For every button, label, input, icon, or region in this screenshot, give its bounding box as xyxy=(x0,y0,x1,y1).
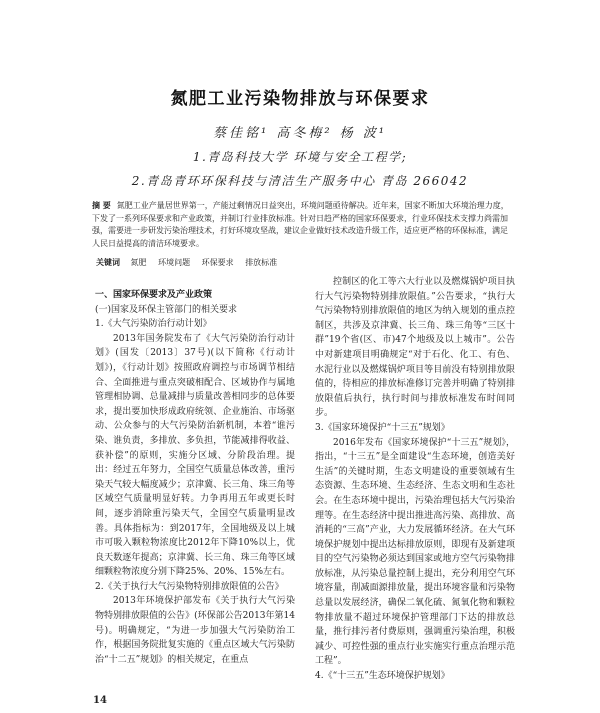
subsection-heading: (一)国家及环保主管部门的相关要求 xyxy=(95,304,238,315)
abstract xyxy=(92,200,510,250)
left-column xyxy=(95,288,295,667)
keywords-label: 关键词 xyxy=(96,258,120,267)
keyword: 环境问题 xyxy=(158,258,191,267)
affiliation-2: 2.青岛青环环保科技与清洁生产服务中心 青岛 266042 xyxy=(131,174,469,188)
authors: 蔡佳铭¹ 高冬梅² 杨 波¹ xyxy=(212,126,388,141)
affiliation-1: 1.青岛科技大学 环境与安全工程学; xyxy=(192,150,408,164)
item-heading: 4.《“十三五”生态环境保护规划》 xyxy=(315,671,450,682)
item-heading: 2.《关于执行大气污染物特别排放限值的公告》 xyxy=(95,581,284,592)
item-heading: 3.《国家环境保护“十三五”规划》 xyxy=(315,422,450,433)
keyword: 排放标准 xyxy=(245,258,278,267)
right-column xyxy=(315,275,515,684)
abstract-label: 摘 要 xyxy=(92,201,111,210)
paragraph: 2013年国务院发布了《大气污染防治行动计划》(国发〔2013〕37号)(以下简称《行动计划》)，《行动计划》按照政府调控与市场调节相结合、全面推进与重点突破相配合、区域协作与属地管理相协调、总量减排与质量改善相同步的总体要求，提出要加快形成政府统领、企业施治、市场驱动、公众参与的大气污染防治新机制，本着“谁污染、谁负责，多排放、多负担，节能减排得收益、获补偿”的原则，实施分区域、分阶段治理。提出：经过五年努力，全国空气质量总体改善，重污染天气较大幅度减少；京津冀、长三角、珠三角等区域空气质量明显好转。力争再用五年或更长时间，逐步消除重污染天气，全国空气质量明显改善。具体指标为：到2017年，全国地级及以上城市可吸入颗粒物浓度比2012年下降10%以上，优良天数逐年提高；京津冀、长三角、珠三角等区域细颗粒物浓度分别下降25%、20%、15%左右。 xyxy=(95,333,295,578)
keyword: 氮肥 xyxy=(130,258,147,267)
paragraph: 控制区的化工等六大行业以及燃煤锅炉项目执行大气污染物特别排放限值。”公告要求，“执行大气污染物特别排放限值的地区为纳入规划的重点控制区，共涉及京津冀、长三角、珠三角等“三区十群”19个省(区、市)47个地级及以上城市”。公告中对新建项目明确规定“对于石化、化工、有色、水泥行业以及燃煤锅炉项目等目前没有特别排放限值的，待相应的排放标准修订完善并明确了特别排放限值后执行，执行时间与排放标准发布时间同步。 xyxy=(315,277,515,419)
section-heading: 一、国家环保要求及产业政策 xyxy=(95,290,213,300)
keywords xyxy=(96,257,514,268)
abstract-text: 氮肥工业产量居世界第一，产能过剩情况日益突出，环境问题亟待解决。近年来，国家不断加大环境治理力度，下发了一系列环保要求和产业政策，并制订行业排放标准。针对日趋严格的国家环保要求，行业环保技术支撑力尚需加强，需要进一步研发污染治理技术，打好环境攻坚战，建议企业做好技术改造升级工作，适应更严格的环保标准，满足人民日益提高的清洁环境要求。 xyxy=(92,201,509,248)
page-number: 14 xyxy=(93,695,107,706)
keyword: 环保要求 xyxy=(201,258,234,267)
paragraph: 2013年环境保护部发布《关于执行大气污染物特别排放限值的公告》(环保部公告2013年第14号)。明确规定，“为进一步加强大气污染防治工作，根据国务院批复实施的《重点区域大气污染防治“十二五”规划》的相关规定，在重点 xyxy=(95,596,295,665)
paper-title: 氮肥工业污染物排放与环保要求 xyxy=(170,89,430,109)
paragraph: 2016年发布《国家环境保护“十三五”规划》，指出，“十三五”是全面建设“生态环境，创造美好生活”的关键时期，生态文明建设的重要领域有生态资源、生态环境、生态经济、生态文明和生态社会。在生态环境中提出，污染治理包括大气污染治理等。在生态经济中提出推进高污染、高排放、高消耗的“三高”产业，大力发展循环经济。在大气环境保护规划中提出达标排放原则，即现有及新建项目的空气污染物必须达到国家或地方空气污染物排放标准，从污染总量控制上提出，充分利用空气环境容量，削减面源排放量，提出环境容量和污染物总量以发展经济，确保二氧化硫、氮氧化物和颗粒物排放量不超过环境保护管理部门下达的排放总量，推行排污者付费原则，强调重污染治理，积极减少、可控性强的重点行业实施实行重点治理示范工程”。 xyxy=(315,437,515,667)
item-heading: 1.《大气污染防治行动计划》 xyxy=(95,319,212,330)
